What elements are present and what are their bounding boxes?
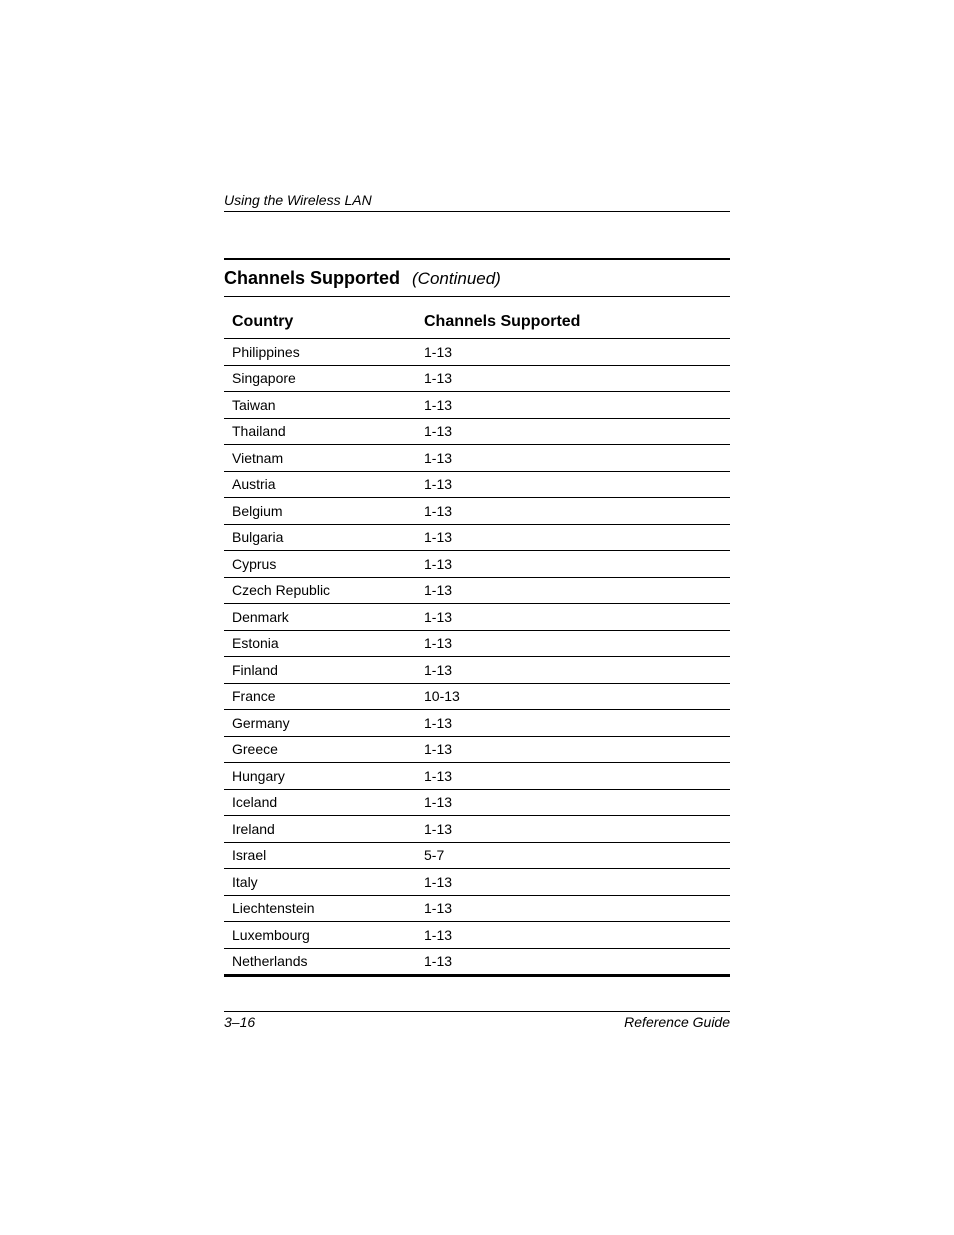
channels-cell: 1-13 (416, 418, 730, 445)
country-cell: Philippines (224, 339, 416, 366)
channels-cell: 1-13 (416, 604, 730, 631)
table-row (224, 816, 730, 843)
table-row (224, 842, 730, 869)
channels-cell: 1-13 (416, 630, 730, 657)
country-cell: Finland (224, 657, 416, 684)
header-channels: Channels Supported (416, 305, 730, 339)
table-row (224, 418, 730, 445)
table-row (224, 869, 730, 896)
table-title-continuation: (Continued) (412, 269, 501, 288)
table-row (224, 471, 730, 498)
table-row (224, 365, 730, 392)
header-country: Country (224, 305, 416, 339)
channels-table (224, 305, 730, 977)
channels-cell: 1-13 (416, 789, 730, 816)
country-cell: Taiwan (224, 392, 416, 419)
running-head: Using the Wireless LAN (224, 192, 372, 208)
table-row (224, 445, 730, 472)
country-cell: Vietnam (224, 445, 416, 472)
title-top-rule (224, 258, 730, 260)
channels-cell: 1-13 (416, 895, 730, 922)
country-cell: Israel (224, 842, 416, 869)
country-cell: Italy (224, 869, 416, 896)
channels-cell: 1-13 (416, 710, 730, 737)
table-row (224, 604, 730, 631)
table-row (224, 392, 730, 419)
channels-cell: 1-13 (416, 524, 730, 551)
country-cell: Liechtenstein (224, 895, 416, 922)
channels-cell: 1-13 (416, 736, 730, 763)
channels-cell: 1-13 (416, 498, 730, 525)
table-row (224, 657, 730, 684)
country-cell: Hungary (224, 763, 416, 790)
header-rule (224, 211, 730, 212)
country-cell: Greece (224, 736, 416, 763)
country-cell: Czech Republic (224, 577, 416, 604)
channels-cell: 1-13 (416, 577, 730, 604)
table-row (224, 895, 730, 922)
country-cell: Iceland (224, 789, 416, 816)
country-cell: Singapore (224, 365, 416, 392)
country-cell: Ireland (224, 816, 416, 843)
table-row (224, 710, 730, 737)
channels-cell: 1-13 (416, 392, 730, 419)
channels-cell: 1-13 (416, 365, 730, 392)
country-cell: Bulgaria (224, 524, 416, 551)
table-header-row (224, 305, 730, 339)
table-row (224, 339, 730, 366)
channels-cell: 1-13 (416, 445, 730, 472)
country-cell: Germany (224, 710, 416, 737)
table-row (224, 683, 730, 710)
table-row (224, 498, 730, 525)
table-row (224, 577, 730, 604)
table-row (224, 736, 730, 763)
country-cell: France (224, 683, 416, 710)
channels-cell: 10-13 (416, 683, 730, 710)
channels-cell: 1-13 (416, 471, 730, 498)
page-number: 3–16 (224, 1014, 256, 1030)
table-title-main: Channels Supported (224, 268, 401, 288)
country-cell: Austria (224, 471, 416, 498)
channels-cell: 1-13 (416, 551, 730, 578)
table-row (224, 524, 730, 551)
channels-cell: 5-7 (416, 842, 730, 869)
table-title (224, 266, 501, 292)
channels-cell: 1-13 (416, 948, 730, 976)
country-cell: Belgium (224, 498, 416, 525)
channels-cell: 1-13 (416, 763, 730, 790)
channels-cell: 1-13 (416, 869, 730, 896)
table-row (224, 789, 730, 816)
country-cell: Denmark (224, 604, 416, 631)
table-body (224, 339, 730, 976)
channels-cell: 1-13 (416, 339, 730, 366)
doc-title: Reference Guide (624, 1014, 730, 1030)
country-cell: Cyprus (224, 551, 416, 578)
country-cell: Netherlands (224, 948, 416, 976)
footer-rule (224, 1011, 730, 1012)
country-cell: Estonia (224, 630, 416, 657)
table-row (224, 763, 730, 790)
table-row (224, 551, 730, 578)
title-bottom-rule (224, 296, 730, 297)
table-row (224, 922, 730, 949)
channels-cell: 1-13 (416, 816, 730, 843)
channels-cell: 1-13 (416, 922, 730, 949)
table-row (224, 948, 730, 976)
country-cell: Thailand (224, 418, 416, 445)
table-row (224, 630, 730, 657)
channels-cell: 1-13 (416, 657, 730, 684)
country-cell: Luxembourg (224, 922, 416, 949)
